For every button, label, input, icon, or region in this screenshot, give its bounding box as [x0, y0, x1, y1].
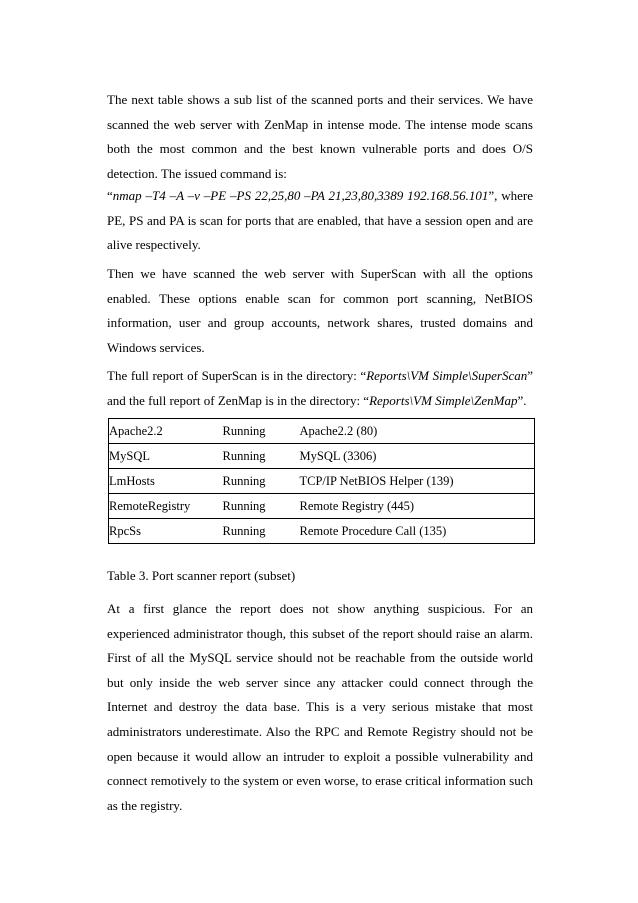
paragraph-analysis: At a first glance the report does not show anything suspicious. For an experienced administrator though, this subset of the report should raise an alarm. First of all the MySQL service should not be reachable from the outside world but only inside the web server since any attacker could connect through the Internet and destroy the data base. This is a very serious mistake that most administrators underestimate. Also the RPC and Remote Registry should not be open because it would allow an intruder to exploit a possible vulnerability and connect remotively to the system or even worse, to erase critical information such as the registry.	[107, 601, 533, 813]
table-row	[109, 494, 535, 519]
zenmap-path: Reports\VM Simple\ZenMap	[369, 392, 518, 408]
service-cell: RpcSs	[109, 519, 223, 544]
detail-cell: Remote Registry (445)	[300, 494, 535, 519]
paragraph-report-paths	[107, 364, 533, 413]
service-cell: MySQL	[109, 444, 223, 469]
open-quote: “	[107, 188, 113, 203]
service-cell: RemoteRegistry	[109, 494, 223, 519]
status-cell: Running	[223, 444, 300, 469]
detail-cell: Apache2.2 (80)	[300, 419, 535, 444]
report-path-text-b: ” and the full report of ZenMap is in the directory: “	[107, 368, 533, 408]
paragraph-intro: The next table shows a sub list of the scanned ports and their services. We have scanned the web server with ZenMap in intense mode. The intense mode scans both the most common and the best known vulnerable ports and does O/S detection. The issued command is:	[107, 92, 533, 181]
table-row	[109, 444, 535, 469]
report-path-text-c: ”.	[517, 392, 527, 408]
detail-cell: MySQL (3306)	[300, 444, 535, 469]
report-path-text-a: The full report of SuperScan is in the directory: “	[107, 368, 367, 383]
command-explanation: ”, where PE, PS and PA is scan for ports that are enabled, that have a session open and are alive respectively.	[107, 188, 534, 253]
service-cell: Apache2.2	[109, 419, 223, 444]
table-row	[109, 519, 535, 544]
detail-cell: Remote Procedure Call (135)	[300, 519, 535, 544]
port-scanner-table	[108, 418, 535, 544]
nmap-command: nmap –T4 –A –v –PE –PS 22,25,80 –PA 21,23,80,3389 192.168.56.101	[112, 188, 489, 203]
table-row	[109, 469, 535, 494]
service-cell: LmHosts	[109, 469, 223, 494]
table-caption: Table 3. Port scanner report (subset)	[107, 568, 296, 583]
status-cell: Running	[223, 519, 300, 544]
superscan-path: Reports\VM Simple\SuperScan	[366, 368, 528, 383]
status-cell: Running	[223, 469, 300, 494]
status-cell: Running	[223, 419, 300, 444]
table-row	[109, 419, 535, 444]
status-cell: Running	[223, 494, 300, 519]
detail-cell: TCP/IP NetBIOS Helper (139)	[300, 469, 535, 494]
paragraph-command	[107, 184, 533, 258]
paragraph-superscan: Then we have scanned the web server with SuperScan with all the options enabled. These options enable scan for common port scanning, NetBIOS information, user and group accounts, network shares, trusted domains and Windows services.	[107, 266, 533, 355]
